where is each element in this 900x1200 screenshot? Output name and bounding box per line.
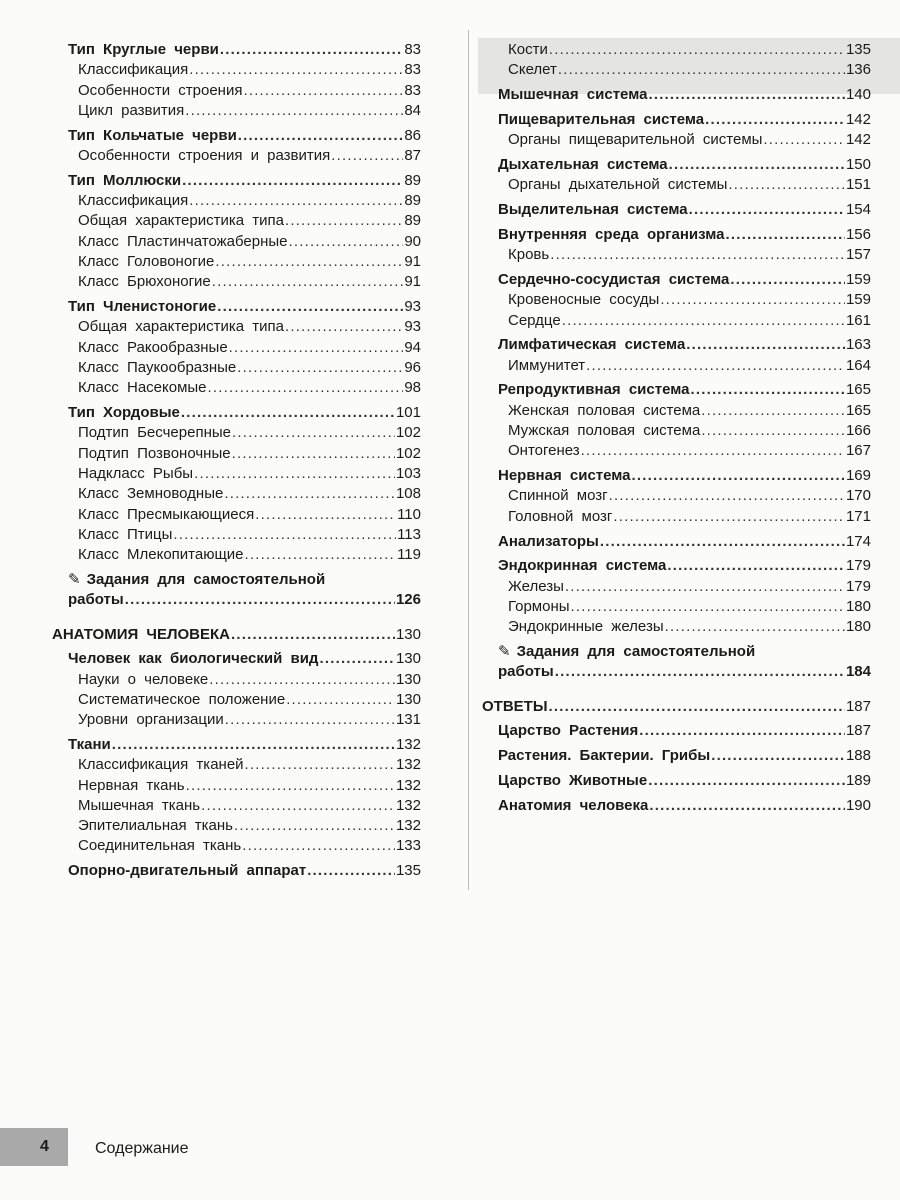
dot-leader (609, 486, 845, 506)
toc-entry-page: 132 (395, 817, 421, 835)
toc-subentry[interactable] (52, 670, 421, 690)
toc-right-column (482, 40, 871, 816)
toc-entry-title: Иммунитет (508, 356, 586, 374)
dot-leader (232, 444, 395, 464)
dot-leader (189, 191, 403, 211)
toc-entry-title: Особенности строения (78, 81, 243, 99)
toc-entry-title: Систематическое положение (78, 690, 286, 708)
toc-subentry[interactable] (52, 211, 421, 231)
toc-task-title-line (498, 642, 871, 662)
toc-section-entry[interactable] (52, 403, 421, 423)
toc-entry-title: Подтип Бесчерепные (78, 424, 231, 442)
dot-leader (613, 507, 845, 527)
dot-leader (763, 130, 845, 150)
toc-section-entry[interactable] (482, 721, 871, 741)
toc-entry-title: Мышечная система (498, 86, 648, 104)
toc-entry-page: 170 (845, 487, 871, 505)
toc-entry-page: 133 (395, 837, 421, 855)
toc-entry-page: 165 (845, 401, 871, 419)
toc-entry-title: Онтогенез (508, 442, 580, 460)
toc-section-entry[interactable] (482, 746, 871, 766)
toc-section-entry[interactable] (482, 85, 871, 105)
toc-entry-title: Эндокринная система (498, 557, 667, 575)
toc-subentry[interactable] (52, 378, 421, 398)
toc-entry-page: 83 (404, 41, 421, 58)
toc-section-entry[interactable] (52, 297, 421, 317)
toc-section-entry[interactable] (52, 861, 421, 881)
dot-leader (600, 532, 845, 552)
dot-leader (243, 81, 403, 101)
dot-leader (245, 755, 395, 775)
toc-entry-page: 165 (845, 381, 871, 399)
dot-leader (701, 401, 845, 421)
toc-entry-title: Репродуктивная система (498, 381, 690, 399)
toc-entry-title: Ткани (68, 736, 111, 753)
toc-entry-title: АНАТОМИЯ ЧЕЛОВЕКА (52, 625, 230, 643)
toc-entry-page: 169 (845, 467, 871, 485)
toc-entry-page: 161 (845, 311, 871, 329)
toc-entry-page: 132 (395, 756, 421, 774)
toc-subentry[interactable] (52, 101, 421, 121)
dot-leader (730, 270, 845, 290)
toc-section-entry[interactable] (482, 110, 871, 130)
toc-entry-page: 131 (395, 711, 421, 729)
dot-leader (125, 590, 395, 610)
toc-subentry[interactable] (482, 401, 871, 421)
toc-entry-title: Сердечно-сосудистая система (498, 270, 730, 288)
dot-leader (237, 358, 403, 378)
toc-entry-title: Класс Птицы (78, 525, 173, 543)
toc-entry-page: 187 (845, 722, 871, 740)
dot-leader (586, 356, 845, 376)
dot-leader (224, 484, 395, 504)
dot-leader (728, 175, 845, 195)
toc-entry-page: 184 (845, 663, 871, 681)
toc-subentry[interactable] (52, 464, 421, 484)
toc-entry-page: 135 (395, 862, 421, 880)
toc-entry-title: Анатомия человека (498, 796, 649, 814)
toc-subentry[interactable] (482, 245, 871, 265)
toc-task-entry[interactable] (482, 642, 871, 683)
toc-entry-page: 154 (845, 201, 871, 219)
toc-entry-page: 135 (845, 41, 871, 58)
toc-subentry[interactable] (482, 577, 871, 597)
toc-entry-page: 89 (404, 171, 421, 189)
toc-entry-title: Царство Животные (498, 772, 648, 789)
toc-entry-title: Кровь (508, 246, 550, 264)
toc-section-entry[interactable] (52, 171, 421, 191)
dot-leader (549, 40, 845, 60)
page-number: 4 (40, 1138, 49, 1155)
toc-entry-title: Женская половая система (508, 401, 701, 419)
dot-leader (711, 746, 845, 766)
dot-leader (215, 252, 403, 272)
dot-leader (307, 861, 395, 881)
toc-entry-title: Науки о человеке (78, 670, 209, 688)
toc-entry-title: Эпителиальная ткань (78, 817, 233, 835)
toc-entry-title: Кости (508, 41, 548, 58)
toc-entry-page: 180 (845, 597, 871, 615)
dot-leader (639, 721, 845, 741)
toc-entry-page: 171 (845, 507, 871, 525)
dot-leader (648, 85, 845, 105)
toc-entry-title: Выделительная система (498, 201, 688, 219)
toc-entry-page: 163 (845, 336, 871, 354)
toc-section-entry[interactable] (482, 335, 871, 355)
dot-leader (550, 245, 845, 265)
toc-section-entry[interactable] (482, 270, 871, 290)
toc-section-entry[interactable] (482, 796, 871, 816)
dot-leader (189, 60, 403, 80)
toc-section-entry[interactable] (52, 40, 421, 60)
dot-leader (669, 155, 845, 175)
toc-entry-page: 166 (845, 422, 871, 440)
toc-entry-page: 136 (845, 61, 871, 79)
dot-leader (185, 101, 403, 121)
toc-subentry[interactable] (52, 796, 421, 816)
toc-subentry[interactable] (52, 232, 421, 252)
dot-leader (173, 525, 396, 545)
toc-left-column (52, 40, 421, 882)
toc-subentry[interactable] (52, 776, 421, 796)
dot-leader (705, 110, 845, 130)
toc-entry-title: Спинной мозг (508, 487, 608, 505)
toc-entry-page: 159 (845, 291, 871, 309)
dot-leader (549, 697, 845, 717)
toc-entry-page: 86 (404, 126, 421, 144)
toc-entry-title: работы (498, 663, 554, 681)
toc-entry-page: 140 (845, 86, 871, 104)
toc-entry-title: Внутренняя среда организма (498, 225, 725, 243)
toc-entry-page: 93 (404, 318, 421, 336)
toc-entry-title: Тип Моллюски (68, 171, 182, 189)
toc-entry-page: 103 (395, 464, 421, 482)
dot-leader (665, 617, 845, 637)
toc-entry-page: 108 (395, 485, 421, 503)
toc-entry-title: Общая характеристика типа (78, 212, 284, 230)
toc-entry-page: 94 (404, 338, 421, 356)
dot-leader (225, 710, 395, 730)
toc-entry-title: Нервная система (498, 467, 631, 485)
toc-entry-page: 101 (395, 404, 421, 422)
page-number-box (0, 1128, 68, 1166)
dot-leader (208, 378, 404, 398)
dot-leader (242, 836, 395, 856)
toc-entry-page: 91 (404, 252, 421, 270)
dot-leader (632, 466, 845, 486)
toc-part-heading[interactable] (52, 625, 421, 645)
dot-leader (725, 225, 845, 245)
toc-entry-title: Класс Головоногие (78, 252, 215, 270)
toc-entry-title: Класс Пластинчатожаберные (78, 232, 288, 250)
dot-leader (571, 597, 845, 617)
dot-leader (229, 338, 404, 358)
toc-subentry[interactable] (52, 444, 421, 464)
toc-entry-page: 132 (395, 736, 421, 753)
toc-entry-title: Классификация (78, 192, 189, 210)
toc-section-entry[interactable] (482, 200, 871, 220)
toc-entry-page: 142 (845, 110, 871, 128)
toc-entry-page: 113 (397, 525, 421, 543)
toc-subentry[interactable] (52, 81, 421, 101)
toc-entry-title: Класс Млекопитающие (78, 546, 244, 564)
toc-entry-title: Мужская половая система (508, 422, 701, 440)
toc-subentry[interactable] (52, 252, 421, 272)
toc-subentry[interactable] (52, 816, 421, 836)
toc-entry-title: Царство Растения (498, 722, 639, 740)
toc-entry-page: 189 (845, 772, 871, 789)
toc-section-entry[interactable] (482, 155, 871, 175)
toc-entry-title: Лимфатическая система (498, 336, 686, 354)
running-title: Содержание (95, 1140, 189, 1157)
dot-leader (581, 441, 845, 461)
toc-subentry[interactable] (482, 507, 871, 527)
toc-entry[interactable] (498, 662, 871, 682)
dot-leader (231, 625, 395, 645)
dot-leader (201, 796, 395, 816)
dot-leader (194, 464, 395, 484)
toc-subentry[interactable] (482, 130, 871, 150)
toc-entry-page: 102 (395, 424, 421, 442)
toc-entry-title: Нервная ткань (78, 776, 185, 794)
toc-entry-page: 190 (845, 796, 871, 814)
dot-leader (319, 649, 395, 669)
toc-entry-page: 179 (845, 557, 871, 575)
toc-entry-page: 142 (845, 131, 871, 149)
toc-entry-title: Головной мозг (508, 507, 613, 525)
toc-section-entry[interactable] (482, 532, 871, 552)
toc-entry-title: Классификация (78, 61, 189, 79)
dot-leader (238, 126, 404, 146)
toc-entry-page: 167 (845, 442, 871, 460)
toc-entry-title: Скелет (508, 61, 557, 79)
toc-entry-title: Тип Членистоногие (68, 298, 217, 316)
toc-entry-title: Органы пищеварительной системы (508, 131, 763, 149)
toc-entry-title: Классификация тканей (78, 756, 244, 774)
toc-entry-title: Особенности строения и развития (78, 146, 331, 164)
pencil-icon: ✎ (68, 570, 81, 588)
toc-subentry[interactable] (52, 60, 421, 80)
toc-entry-page: 187 (845, 697, 871, 715)
toc-section-entry[interactable] (52, 126, 421, 146)
toc-subentry[interactable] (52, 423, 421, 443)
toc-subentry[interactable] (52, 710, 421, 730)
dot-leader (234, 816, 395, 836)
dot-leader (209, 670, 395, 690)
dot-leader (649, 796, 845, 816)
toc-entry-page: 110 (397, 505, 421, 523)
dot-leader (286, 690, 395, 710)
toc-entry-title: Класс Насекомые (78, 379, 207, 397)
toc-subentry[interactable] (52, 505, 421, 525)
toc-subentry[interactable] (482, 175, 871, 195)
toc-entry-title: Человек как биологический вид (68, 650, 319, 668)
toc-subentry[interactable] (52, 358, 421, 378)
toc-subentry[interactable] (52, 146, 421, 166)
toc-subentry[interactable] (52, 525, 421, 545)
toc-entry-title: Железы (508, 577, 564, 595)
dot-leader (186, 776, 395, 796)
dot-leader (686, 335, 845, 355)
toc-entry-page: 179 (845, 577, 871, 595)
toc-entry-page: 89 (404, 192, 421, 210)
toc-entry-page: 119 (397, 546, 421, 564)
toc-subentry[interactable] (482, 441, 871, 461)
pencil-icon: ✎ (498, 643, 511, 661)
toc-entry-page: 159 (845, 270, 871, 288)
toc-section-entry[interactable] (52, 649, 421, 669)
toc-entry-page: 83 (404, 81, 421, 99)
toc-entry-title: Сердце (508, 311, 561, 329)
dot-leader (660, 290, 845, 310)
toc-subentry[interactable] (52, 836, 421, 856)
toc-entry-page: 132 (395, 796, 421, 814)
toc-entry-title: Задания для самостоятельной (516, 643, 756, 661)
toc-subentry[interactable] (52, 272, 421, 292)
dot-leader (701, 421, 845, 441)
dot-leader (690, 380, 845, 400)
toc-entry-page: 89 (404, 212, 421, 230)
toc-subentry[interactable] (482, 60, 871, 80)
toc-subentry[interactable] (52, 690, 421, 710)
toc-entry[interactable] (68, 590, 421, 610)
toc-entry-title: Опорно-двигательный аппарат (68, 862, 307, 880)
dot-leader (245, 545, 397, 565)
dot-leader (331, 146, 403, 166)
toc-entry-page: 151 (845, 176, 871, 194)
toc-entry-page: 90 (404, 232, 421, 250)
toc-entry-page: 126 (395, 591, 421, 609)
toc-subentry[interactable] (482, 486, 871, 506)
toc-entry-page: 102 (395, 444, 421, 462)
toc-subentry[interactable] (482, 421, 871, 441)
toc-entry-title: Общая характеристика типа (78, 318, 284, 336)
toc-subentry[interactable] (482, 311, 871, 331)
dot-leader (565, 577, 845, 597)
toc-entry-title: Органы дыхательной системы (508, 176, 728, 194)
toc-subentry[interactable] (52, 338, 421, 358)
dot-leader (285, 317, 403, 337)
toc-entry-title: Класс Земноводные (78, 485, 224, 503)
toc-entry-title: Цикл развития (78, 101, 185, 119)
toc-entry-title: Класс Паукообразные (78, 358, 237, 376)
dot-leader (667, 556, 845, 576)
toc-entry-page: 150 (845, 155, 871, 173)
toc-section-entry[interactable] (482, 771, 871, 791)
toc-entry-page: 130 (395, 690, 421, 708)
toc-subentry[interactable] (482, 290, 871, 310)
toc-subentry[interactable] (52, 191, 421, 211)
dot-leader (555, 662, 845, 682)
toc-entry-title: Уровни организации (78, 711, 224, 729)
toc-entry-page: 96 (404, 358, 421, 376)
toc-entry-page: 83 (404, 61, 421, 79)
dot-leader (232, 423, 395, 443)
toc-task-entry[interactable] (52, 570, 421, 611)
toc-subentry[interactable] (482, 356, 871, 376)
toc-section-entry[interactable] (52, 735, 421, 755)
toc-subentry[interactable] (482, 40, 871, 60)
toc-entry-page: 180 (845, 618, 871, 636)
dot-leader (289, 232, 404, 252)
toc-entry-title: Дыхательная система (498, 155, 668, 173)
dot-leader (255, 505, 396, 525)
toc-entry-title: Класс Пресмыкающиеся (78, 505, 255, 523)
toc-entry-title: работы (68, 591, 124, 609)
toc-entry-title: ОТВЕТЫ (482, 697, 548, 715)
toc-entry-title: Подтип Позвоночные (78, 444, 231, 462)
toc-section-entry[interactable] (482, 466, 871, 486)
dot-leader (648, 771, 845, 791)
toc-subentry[interactable] (482, 597, 871, 617)
toc-entry-page: 188 (845, 747, 871, 765)
dot-leader (285, 211, 403, 231)
toc-section-entry[interactable] (482, 225, 871, 245)
toc-entry-page: 156 (845, 225, 871, 243)
toc-subentry[interactable] (482, 617, 871, 637)
toc-entry-title: Соединительная ткань (78, 837, 242, 855)
toc-entry-title: Задания для самостоятельной (86, 570, 326, 588)
toc-subentry[interactable] (52, 317, 421, 337)
toc-entry-title: Класс Ракообразные (78, 338, 228, 356)
dot-leader (217, 297, 403, 317)
dot-leader (220, 40, 403, 60)
toc-entry-title: Тип Круглые черви (68, 41, 219, 58)
toc-entry-title: Надкласс Рыбы (78, 464, 194, 482)
column-divider (468, 30, 469, 890)
toc-entry-page: 164 (845, 356, 871, 374)
toc-part-heading[interactable] (482, 697, 871, 717)
toc-entry-title: Анализаторы (498, 532, 599, 550)
toc-section-entry[interactable] (482, 556, 871, 576)
toc-entry-page: 157 (845, 246, 871, 264)
dot-leader (181, 403, 395, 423)
toc-entry-title: Тип Хордовые (68, 404, 180, 422)
toc-entry-title: Класс Брюхоногие (78, 273, 211, 291)
toc-entry-title: Гормоны (508, 597, 570, 615)
toc-entry-title: Мышечная ткань (78, 796, 201, 814)
toc-subentry[interactable] (52, 755, 421, 775)
toc-entry-page: 87 (404, 146, 421, 164)
dot-leader (212, 272, 404, 292)
toc-entry-title: Растения. Бактерии. Грибы (498, 747, 711, 765)
dot-leader (689, 200, 845, 220)
toc-entry-title: Тип Кольчатые черви (68, 126, 237, 144)
toc-entry-page: 91 (404, 273, 421, 291)
toc-entry-title: Кровеносные сосуды (508, 291, 660, 309)
toc-entry-page: 98 (404, 379, 421, 397)
toc-entry-page: 130 (395, 650, 421, 668)
toc-entry-title: Пищеварительная система (498, 110, 705, 128)
toc-entry-page: 132 (395, 776, 421, 794)
dot-leader (112, 735, 395, 755)
dot-leader (558, 60, 845, 80)
toc-subentry[interactable] (52, 484, 421, 504)
dot-leader (182, 171, 403, 191)
toc-section-entry[interactable] (482, 380, 871, 400)
toc-entry-page: 174 (845, 532, 871, 550)
toc-entry-page: 130 (395, 625, 421, 643)
toc-entry-page: 93 (404, 298, 421, 316)
toc-entry-page: 130 (395, 670, 421, 688)
toc-subentry[interactable] (52, 545, 421, 565)
dot-leader (562, 311, 845, 331)
toc-entry-title: Эндокринные железы (508, 618, 664, 636)
toc-entry-page: 84 (404, 101, 421, 119)
toc-task-title-line (68, 570, 421, 590)
